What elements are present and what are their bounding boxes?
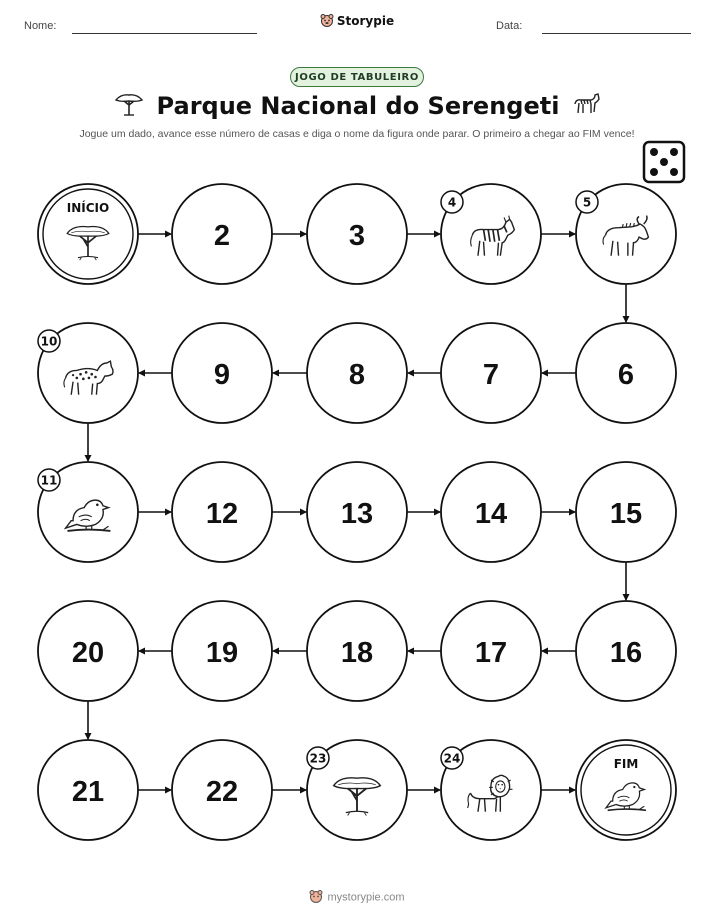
footer-url: mystorypie.com bbox=[327, 891, 405, 904]
start-label: INÍCIO bbox=[66, 201, 110, 215]
board-space-13 bbox=[307, 462, 407, 562]
instructions: Jogue um dado, avance esse número de casas e diga o nome da figura onde parar. O primeiro a chegar ao FIM vence! bbox=[79, 128, 635, 140]
brand-name: Storypie bbox=[336, 14, 395, 28]
storypie-footer-logo-icon bbox=[309, 889, 323, 906]
space-number: 14 bbox=[474, 498, 508, 530]
space-number: 17 bbox=[474, 637, 508, 669]
space-number: 12 bbox=[205, 498, 239, 530]
name-label: Nome: bbox=[24, 20, 57, 32]
board-space-5 bbox=[576, 184, 676, 284]
space-number: 8 bbox=[348, 359, 366, 391]
board-space-16 bbox=[576, 601, 676, 701]
space-number: 9 bbox=[213, 359, 231, 391]
board-space-15 bbox=[576, 462, 676, 562]
space-number: 13 bbox=[340, 498, 374, 530]
board-space-20 bbox=[38, 601, 138, 701]
board-space-9 bbox=[172, 323, 272, 423]
space-number: 16 bbox=[609, 637, 643, 669]
dice-pip bbox=[670, 148, 678, 156]
board-space-3 bbox=[307, 184, 407, 284]
space-number: 3 bbox=[348, 220, 366, 252]
space-number: 21 bbox=[71, 776, 105, 808]
board-space-24 bbox=[441, 740, 541, 840]
board-space-17 bbox=[441, 601, 541, 701]
dice-icon bbox=[644, 142, 684, 182]
board-space-2 bbox=[172, 184, 272, 284]
space-number: 18 bbox=[340, 637, 374, 669]
dice-pip bbox=[650, 148, 658, 156]
board-space-22 bbox=[172, 740, 272, 840]
dice-pip bbox=[650, 168, 658, 176]
space-number: 20 bbox=[71, 637, 105, 669]
date-label: Data: bbox=[496, 20, 523, 32]
board-space-1 bbox=[38, 184, 138, 284]
space-number-label: 10 bbox=[40, 334, 58, 349]
space-number: 7 bbox=[482, 359, 500, 391]
board-space-25 bbox=[576, 740, 676, 840]
board-space-11 bbox=[38, 462, 138, 562]
board-space-23 bbox=[307, 740, 407, 840]
board-space-14 bbox=[441, 462, 541, 562]
dice-pip bbox=[670, 168, 678, 176]
board-space-21 bbox=[38, 740, 138, 840]
board-space-6 bbox=[576, 323, 676, 423]
title-text: Parque Nacional do Serengeti bbox=[156, 92, 560, 120]
space-number-label: 11 bbox=[40, 473, 58, 488]
board-space-8 bbox=[307, 323, 407, 423]
space-number-label: 4 bbox=[447, 195, 457, 210]
space-number: 22 bbox=[205, 776, 239, 808]
board-space-18 bbox=[307, 601, 407, 701]
dice-pip bbox=[660, 158, 668, 166]
space-number: 19 bbox=[205, 637, 239, 669]
category-badge: JOGO DE TABULEIRO bbox=[290, 67, 424, 87]
space-number: 2 bbox=[213, 220, 231, 252]
board-space-19 bbox=[172, 601, 272, 701]
space-number-label: 5 bbox=[582, 195, 592, 210]
board-space-4 bbox=[441, 184, 541, 284]
space-number-label: 24 bbox=[443, 751, 461, 766]
finish-label: FIM bbox=[613, 757, 639, 771]
space-number: 6 bbox=[617, 359, 635, 391]
space-number: 15 bbox=[609, 498, 643, 530]
board-space-7 bbox=[441, 323, 541, 423]
board-space-12 bbox=[172, 462, 272, 562]
board-spaces bbox=[38, 184, 676, 840]
board-space-10 bbox=[38, 323, 138, 423]
space-number-label: 23 bbox=[309, 751, 327, 766]
footer bbox=[0, 889, 714, 906]
